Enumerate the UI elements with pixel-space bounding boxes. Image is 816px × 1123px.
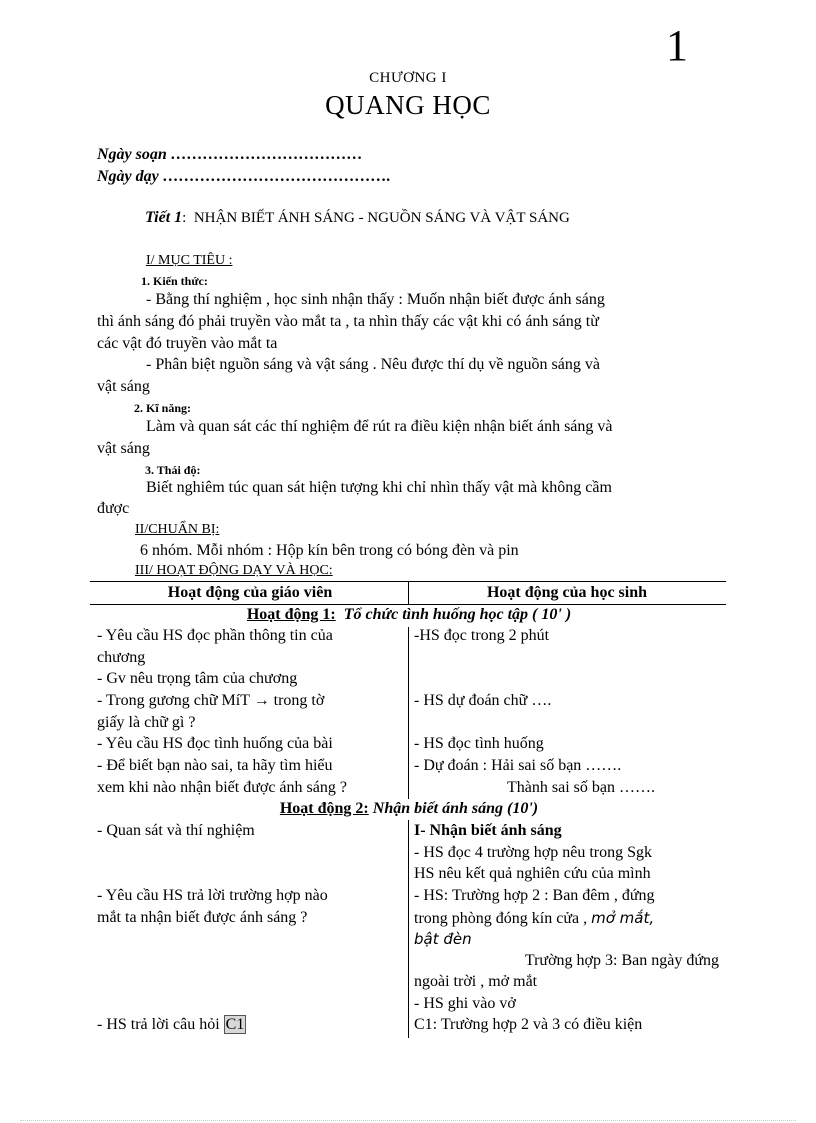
table-cell: trong phòng đóng kín cửa , mở mắt, [414, 909, 655, 927]
table-cell: - Dự đoán : Hải sai số bạn ……. [414, 757, 622, 774]
section-heading: I- Nhận biết ánh sáng [414, 822, 562, 839]
paragraph: Làm và quan sát các thí nghiệm để rút ra điều kiện nhận biết ánh sáng và [146, 418, 613, 435]
paragraph: được [97, 500, 130, 517]
table-cell: - Yêu cầu HS đọc tình huống của bài [97, 735, 333, 752]
table-cell: - Gv nêu trọng tâm của chương [97, 670, 298, 687]
lesson-title: Tiết 1: NHẬN BIẾT ÁNH SÁNG - NGUỒN SÁNG VÀ VẬT SÁNG [145, 209, 570, 226]
paragraph: các vật đó truyền vào mắt ta [97, 335, 278, 352]
paragraph: vật sáng [97, 440, 150, 457]
chapter-label: CHƯƠNG I [369, 70, 447, 86]
lesson-name: NHẬN BIẾT ÁNH SÁNG - NGUỒN SÁNG VÀ VẬT SÁNG [193, 210, 570, 226]
paragraph: Biết nghiêm túc quan sát hiện tượng khi chỉ nhìn thấy vật mà không cầm [146, 479, 612, 496]
date-taught: Ngày dạy ……………………………………. [97, 168, 391, 185]
objectives-heading: I/ MỤC TIÊU : [146, 253, 233, 268]
table-cell: - HS: Trường hợp 2 : Ban đêm , đứng [414, 887, 655, 904]
table-cell: - Quan sát và thí nghiệm [97, 822, 255, 839]
table-cell: - Yêu cầu HS trả lời trường hợp nào [97, 887, 328, 904]
paragraph: thì ánh sáng đó phải truyền vào mắt ta , ta nhìn thấy các vật khi có ánh sáng từ [97, 313, 599, 330]
table-cell: - Trong gương chữ MíT → trong tờ [97, 692, 325, 709]
table-cell: giấy là chữ gì ? [97, 714, 196, 731]
preparation-heading: II/CHUẨN BỊ: [135, 522, 220, 537]
attitude-heading: 3. Thái độ: [145, 463, 201, 477]
paragraph: vật sáng [97, 378, 150, 395]
page-number: 1 [666, 21, 688, 70]
activity-1-heading: Hoạt động 1: Tổ chức tình huống học tập ( 10' ) [246, 606, 572, 623]
column-divider [408, 820, 409, 1038]
table-cell: - HS dự đoán chữ …. [414, 692, 552, 709]
paragraph: - Phân biệt nguồn sáng và vật sáng . Nêu được thí dụ về nguồn sáng và [146, 356, 600, 373]
table-cell: chương [97, 649, 146, 666]
activity-2-heading: Hoạt động 2: Nhận biết ánh sáng (10') [279, 800, 539, 817]
knowledge-heading: 1. Kiến thức: [141, 274, 208, 288]
table-cell: - HS trả lời câu hỏi C1 [97, 1016, 245, 1033]
table-cell: C1: Trường hợp 2 và 3 có điều kiện [414, 1016, 643, 1033]
column-divider [408, 627, 409, 799]
paragraph: 6 nhóm. Mỗi nhóm : Hộp kín bên trong có bóng đèn và pin [140, 542, 519, 559]
table-cell: - HS ghi vào vở [414, 995, 516, 1012]
table-cell: HS nêu kết quả nghiên cứu của mình [414, 865, 651, 882]
table-cell: Trường hợp 3: Ban ngày đứng [524, 952, 719, 969]
column-divider [408, 581, 409, 605]
page-bottom-divider [20, 1120, 796, 1121]
table-cell: mắt ta nhận biết được ánh sáng ? [97, 909, 308, 926]
lesson-label: Tiết 1 [145, 209, 183, 226]
table-cell: - Yêu cầu HS đọc phần thông tin của [97, 627, 333, 644]
paragraph: - Bằng thí nghiệm , học sinh nhận thấy : Muốn nhận biết được ánh sáng [146, 291, 605, 308]
table-cell: - HS đọc 4 trường hợp nêu trong Sgk [414, 844, 653, 861]
table-cell: xem khi nào nhận biết được ánh sáng ? [97, 779, 347, 796]
question-c1-marker: C1 [225, 1016, 245, 1033]
date-prepared: Ngày soạn ……………………………… [97, 146, 363, 163]
table-cell: -HS đọc trong 2 phút [414, 627, 550, 644]
column-header-student: Hoạt động của học sinh [486, 584, 648, 601]
table-cell: - HS đọc tình huống [414, 735, 544, 752]
table-cell: ngoài trời , mở mắt [414, 973, 538, 990]
skills-heading: 2. Kĩ năng: [134, 401, 192, 415]
page-title: QUANG HỌC [325, 90, 491, 120]
column-header-teacher: Hoạt động của giáo viên [167, 584, 333, 601]
table-cell: Thành sai số bạn ……. [507, 779, 655, 796]
activities-heading: III/ HOẠT ĐỘNG DẠY VÀ HỌC: [135, 563, 333, 578]
table-cell: - Để biết bạn nào sai, ta hãy tìm hiểu [97, 757, 333, 774]
table-cell: bật đèn [414, 930, 472, 948]
